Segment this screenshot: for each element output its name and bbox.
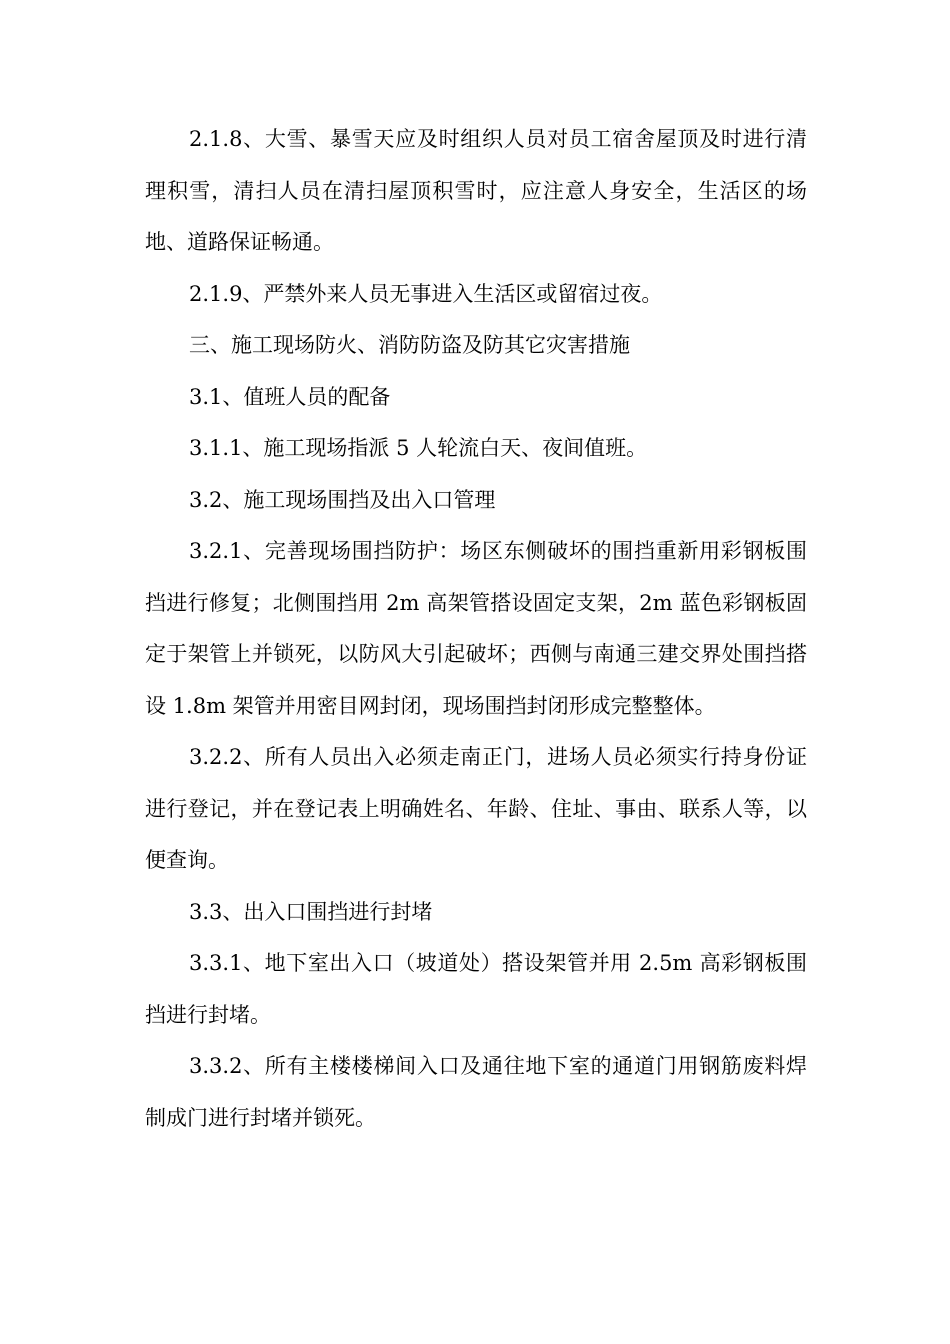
subheading-3-1: 3.1、值班人员的配备 (189, 384, 391, 409)
paragraph-3-2-2: 3.2.2、所有人员出入必须走南正门，进场人员必须实行持身份证进行登记，并在登记表上明确姓名、年龄、住址、事由、联系人等，以便查询。 (145, 745, 807, 872)
paragraph-2-1-9: 2.1.9、严禁外来人员无事进入生活区或留宿过夜。 (189, 281, 663, 306)
paragraph-3-3-2: 3.3.2、所有主楼楼梯间入口及通往地下室的通道门用钢筋废料焊制成门进行封堵并锁死。 (145, 1054, 807, 1130)
paragraph-3-3-1: 3.3.1、地下室出入口（坡道处）搭设架管并用 2.5m 高彩钢板围挡进行封堵。 (145, 951, 807, 1027)
subheading-3-3: 3.3、出入口围挡进行封堵 (189, 899, 433, 924)
subheading-3-2: 3.2、施工现场围挡及出入口管理 (189, 487, 496, 512)
paragraph-3-2-1: 3.2.1、完善现场围挡防护：场区东侧破坏的围挡重新用彩钢板围挡进行修复；北侧围挡用 2m 高架管搭设固定支架，2m 蓝色彩钢板固定于架管上并锁死，以防风大引起破坏；西侧与南通三建交界处围挡搭设 1.8m 架管并用密目网封闭，现场围挡封闭形成完整整体。 (145, 539, 807, 718)
paragraph-3-1-1: 3.1.1、施工现场指派 5 人轮流白天、夜间值班。 (189, 436, 648, 460)
paragraph-2-1-8: 2.1.8、大雪、暴雪天应及时组织人员对员工宿舍屋顶及时进行清理积雪，清扫人员在清扫屋顶积雪时，应注意人身安全，生活区的场地、道路保证畅通。 (145, 127, 807, 254)
section-heading-3: 三、施工现场防火、消防防盗及防其它灾害措施 (189, 333, 630, 357)
document-body (145, 114, 807, 1144)
